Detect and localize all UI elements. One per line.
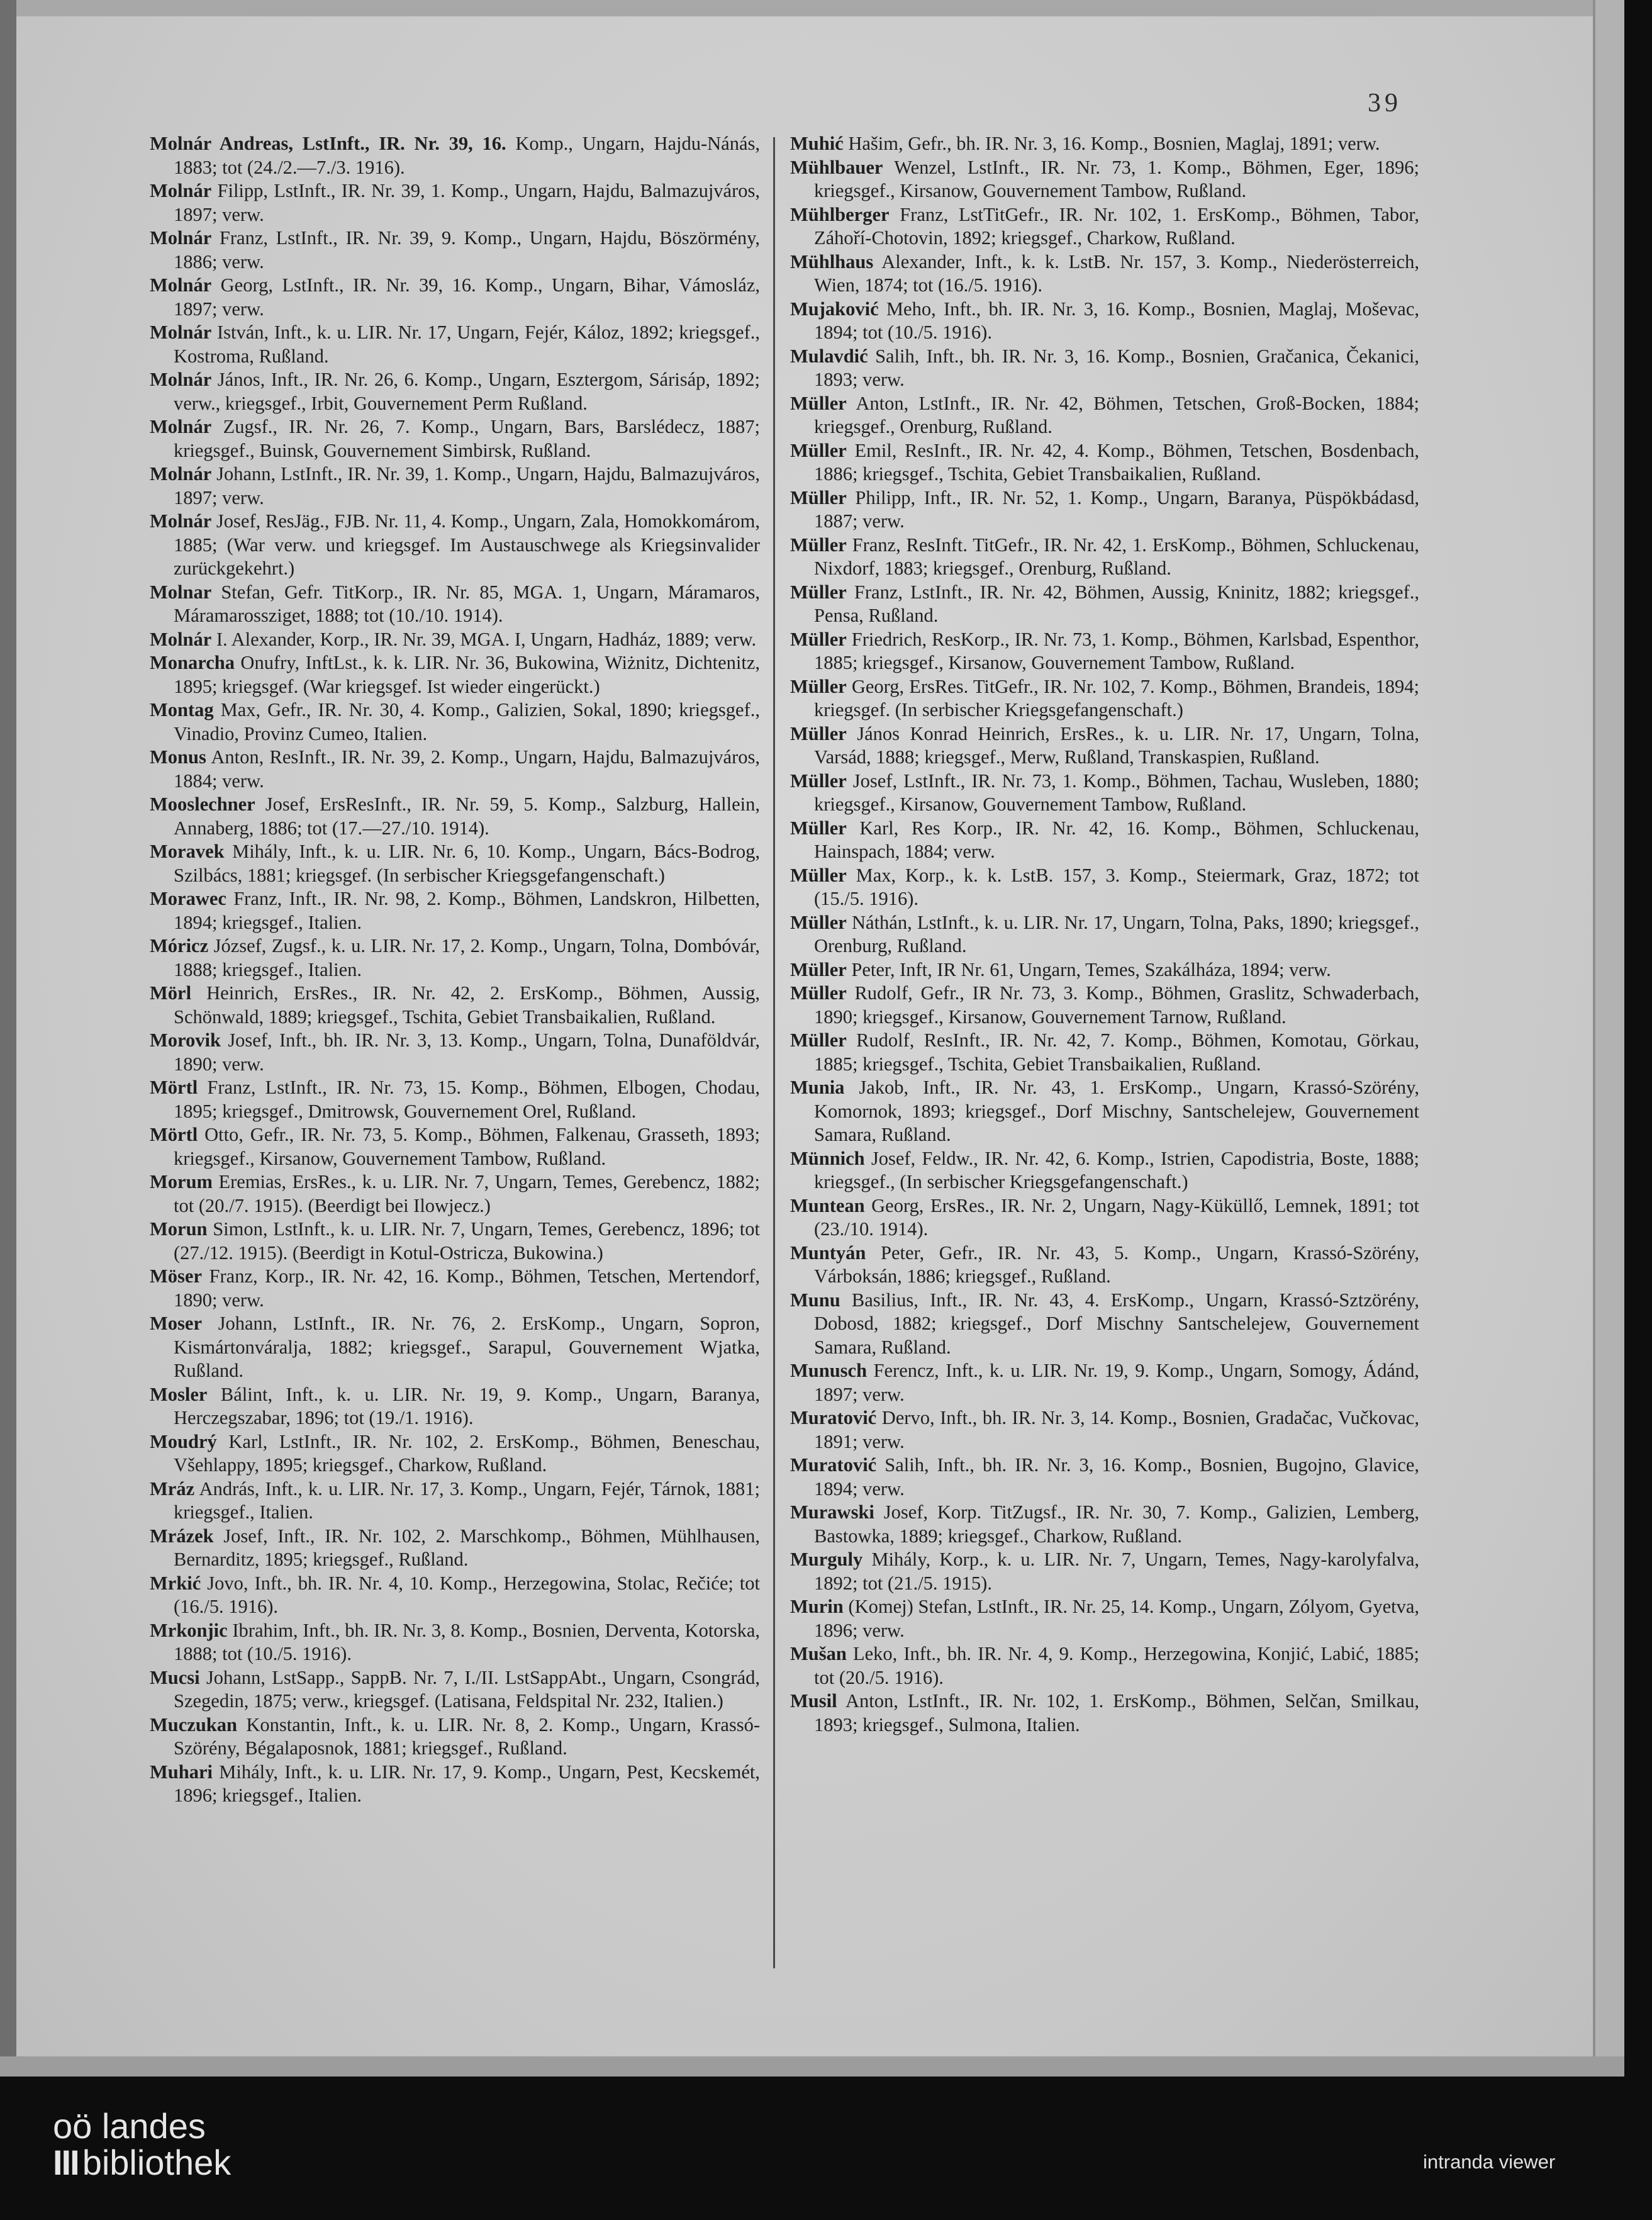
entry-surname: Molnár: [150, 227, 212, 249]
register-entry: [150, 628, 760, 652]
register-entry: [790, 156, 1419, 203]
register-entry: [150, 1029, 760, 1076]
right-column: [790, 132, 1419, 1737]
entry-surname: Monarcha: [150, 652, 235, 673]
entry-details: Konstantin, Inft., k. u. LIR. Nr. 8, 2. Komp., Ungarn, Krassó-Szörény, Bégalaposnok, 1881; kriegsgef., Rußland.: [174, 1713, 760, 1759]
entry-details: Josef, Korp. TitZugsf., IR. Nr. 30, 7. Komp., Galizien, Lemberg, Bastowka, 1889; kriegsgef., Charkow, Rußland.: [814, 1501, 1419, 1547]
entry-details: Franz, LstTitGefr., IR. Nr. 102, 1. ErsKomp., Böhmen, Tabor, Záhoří-Chotovin, 1892; kriegsgef., Charkow, Rußland.: [814, 203, 1419, 249]
entry-details: Basilius, Inft., IR. Nr. 43, 4. ErsKomp., Ungarn, Krassó-Sztzörény, Dobosd, 1882; kriegsgef., Dorf Mischny Santschelejew, Gouvernement Samara, Rußland.: [814, 1289, 1419, 1358]
entry-surname: Morum: [150, 1171, 213, 1192]
page-left-edge: [0, 0, 16, 2077]
entry-details: Max, Korp., k. k. LstB. 157, 3. Komp., Steiermark, Graz, 1872; tot (15./5. 1916).: [814, 864, 1419, 909]
page-right-edge: [1593, 0, 1624, 2077]
register-entry: [790, 1289, 1419, 1360]
register-entry: [150, 510, 760, 581]
entry-surname: Morovik: [150, 1029, 221, 1051]
register-entry: [790, 1242, 1419, 1289]
entry-surname: Mühlhaus: [790, 250, 874, 272]
entry-surname: Monus: [150, 746, 206, 768]
entry-surname: Müller: [790, 864, 847, 886]
register-entry: [790, 250, 1419, 298]
entry-details: Mihály, Inft., k. u. LIR. Nr. 17, 9. Komp., Ungarn, Pest, Kecskemét, 1896; kriegsgef., Italien.: [174, 1761, 760, 1806]
register-entry: [790, 486, 1419, 534]
page-bottom-edge: [0, 2056, 1624, 2077]
entry-details: Mihály, Korp., k. u. LIR. Nr. 7, Ungarn, Temes, Nagy-karolyfalva, 1892; tot (21./5. 1915).: [814, 1549, 1419, 1594]
entry-details: Georg, LstInft., IR. Nr. 39, 16. Komp., Ungarn, Bihar, Vámosláz, 1897; verw.: [174, 274, 760, 320]
entry-surname: Montag: [150, 699, 214, 720]
entry-surname: Moravek: [150, 841, 225, 862]
register-entry: [790, 675, 1419, 722]
entry-details: Ferencz, Inft., k. u. LIR. Nr. 19, 9. Komp., Ungarn, Somogy, Ádánd, 1897; verw.: [814, 1360, 1419, 1405]
register-entry: [790, 1690, 1419, 1737]
entry-details: Alexander, Inft., k. k. LstB. Nr. 157, 3. Komp., Niederösterreich, Wien, 1874; tot (16./5. 1916).: [814, 250, 1419, 296]
entry-surname: Murin: [790, 1596, 844, 1617]
entry-details: István, Inft., k. u. LIR. Nr. 17, Ungarn, Fejér, Káloz, 1892; kriegsgef., Kostroma, Rußland.: [174, 322, 760, 367]
register-entry: [150, 581, 760, 628]
entry-surname: Mörl: [150, 982, 192, 1004]
entry-details: Ibrahim, Inft., bh. IR. Nr. 3, 8. Komp., Bosnien, Derventa, Kotorska, 1888; tot (10./5. 1916).: [174, 1619, 760, 1664]
entry-details: Salih, Inft., bh. IR. Nr. 3, 16. Komp., Bosnien, Bugojno, Glavice, 1894; verw.: [814, 1454, 1419, 1500]
logo-line-1: oö landes: [53, 2106, 206, 2146]
entry-surname: Mosler: [150, 1383, 208, 1405]
entry-details: Anton, LstInft., IR. Nr. 42, Böhmen, Tetschen, Groß-Bocken, 1884; kriegsgef., Orenburg, Rußland.: [814, 392, 1419, 437]
entry-surname: Mráz: [150, 1477, 195, 1500]
entry-surname: Molnár: [150, 369, 212, 390]
register-entry: [150, 1619, 760, 1666]
entry-surname: Molnár: [150, 274, 212, 296]
entry-surname: Mörtl: [150, 1077, 198, 1098]
entry-surname: Molnár: [150, 180, 212, 201]
entry-details: Náthán, LstInft., k. u. LIR. Nr. 17, Ungarn, Tolna, Paks, 1890; kriegsgef., Orenburg, Rußland.: [814, 911, 1419, 956]
entry-details: Jovo, Inft., bh. IR. Nr. 4, 10. Komp., Herzegowina, Stolac, Rečiće; tot (16./5. 1916).: [174, 1572, 760, 1617]
entry-surname: Moudrý: [150, 1430, 217, 1452]
register-entry: [790, 1501, 1419, 1548]
column-divider: [773, 137, 775, 1968]
register-entry: [790, 982, 1419, 1029]
register-entry: [150, 793, 760, 840]
entry-details: Franz, LstInft., IR. Nr. 42, Böhmen, Aussig, Kninitz, 1882; kriegsgef., Pensa, Rußland.: [814, 581, 1419, 626]
entry-details: Komp., Ungarn, Hajdu-Nánás, 1883; tot (24./2.—7./3. 1916).: [174, 133, 761, 178]
entry-details: Josef, Feldw., IR. Nr. 42, 6. Komp., Istrien, Capodistria, Boste, 1888; kriegsgef., (In serbischer Kriegsgefangenschaft.): [814, 1147, 1419, 1192]
entry-details: Dervo, Inft., bh. IR. Nr. 3, 14. Komp., Bosnien, Gradačac, Vučkovac, 1891; verw.: [814, 1407, 1419, 1452]
entry-details: Franz, Inft., IR. Nr. 98, 2. Komp., Böhmen, Landskron, Hilbetten, 1894; kriegsgef., Italien.: [174, 888, 760, 933]
entry-details: Max, Gefr., IR. Nr. 30, 4. Komp., Galizien, Sokal, 1890; kriegsgef., Vinadio, Provinz Cumeo, Italien.: [174, 699, 760, 744]
register-entry: [150, 746, 760, 793]
register-entry: [150, 1383, 760, 1430]
page-number: 39: [1368, 89, 1402, 118]
register-entry: [790, 1359, 1419, 1406]
entry-surname: Mühlberger: [790, 203, 890, 225]
register-entry: [790, 770, 1419, 817]
register-entry: [790, 439, 1419, 486]
entry-details: Peter, Gefr., IR. Nr. 43, 5. Komp., Ungarn, Krassó-Szörény, Várboksán, 1886; kriegsgef., Rußland.: [814, 1242, 1419, 1287]
register-entry: [790, 911, 1419, 958]
register-entry: [150, 1076, 760, 1123]
entry-surname: Muczukan: [150, 1713, 237, 1735]
entry-surname: Müller: [790, 911, 847, 933]
register-entry: [150, 1218, 760, 1265]
register-entry: [790, 345, 1419, 392]
register-entry: [150, 132, 760, 179]
register-entry: [790, 817, 1419, 864]
entry-details: Zugsf., IR. Nr. 26, 7. Komp., Ungarn, Bars, Barslédecz, 1887; kriegsgef., Buinsk, Gouvernement Simbirsk, Rußland.: [174, 416, 760, 461]
viewer-label: intranda viewer: [1423, 2151, 1556, 2173]
entry-details: Emil, ResInft., IR. Nr. 42, 4. Komp., Böhmen, Tetschen, Bosdenbach, 1886; kriegsgef., Tschita, Gebiet Transbaikalien, Rußland.: [814, 439, 1419, 485]
entry-surname: Müller: [790, 675, 847, 697]
entry-surname: Molnár: [150, 416, 212, 437]
entry-details: Friedrich, ResKorp., IR. Nr. 73, 1. Komp., Böhmen, Karlsbad, Espenthor, 1885; kriegsgef., Kirsanow, Gouvernement Tambow, Rußland.: [814, 628, 1419, 673]
register-entry: [150, 1430, 760, 1477]
entry-surname: Müller: [790, 817, 847, 839]
entry-surname: Müller: [790, 439, 847, 461]
entry-details: Rudolf, ResInft., IR. Nr. 42, 7. Komp., Böhmen, Komotau, Görkau, 1885; kriegsgef., Tschita, Gebiet Transbaikalien, Rußland.: [814, 1029, 1419, 1075]
entry-details: Anton, LstInft., IR. Nr. 102, 1. ErsKomp., Böhmen, Selčan, Smilkau, 1893; kriegsgef., Sulmona, Italien.: [814, 1690, 1419, 1735]
register-entry: [150, 1666, 760, 1713]
register-entry: [790, 203, 1419, 250]
entry-surname: Müller: [790, 628, 847, 650]
entry-surname: Müller: [790, 958, 847, 980]
entry-details: Franz, Korp., IR. Nr. 42, 16. Komp., Böhmen, Tetschen, Mertendorf, 1890; verw.: [174, 1265, 760, 1311]
register-entry: [790, 958, 1419, 982]
entry-surname: Müller: [790, 392, 847, 414]
entry-surname: Mujaković: [790, 298, 879, 320]
entry-surname: Muntyán: [790, 1242, 866, 1264]
entry-details: Stefan, Gefr. TitKorp., IR. Nr. 85, MGA. 1, Ungarn, Máramaros, Máramarossziget, 1888; tot (10./10. 1914).: [174, 581, 760, 626]
register-entry: [790, 1076, 1419, 1147]
entry-details: Johann, LstInft., IR. Nr. 39, 1. Komp., Ungarn, Hajdu, Balmazujváros, 1897; verw.: [174, 463, 760, 508]
library-logo[interactable]: [53, 2108, 231, 2181]
entry-details: Josef, ErsResInft., IR. Nr. 59, 5. Komp., Salzburg, Hallein, Annaberg, 1886; tot (17.—27./10. 1914).: [174, 793, 760, 839]
register-entry: [150, 1265, 760, 1312]
entry-surname: Murguly: [790, 1549, 863, 1570]
entry-surname: Molnár Andreas, LstInft., IR. Nr. 39, 16.: [150, 133, 506, 154]
register-entry: [790, 1454, 1419, 1501]
entry-details: Karl, Res Korp., IR. Nr. 42, 16. Komp., Böhmen, Schluckenau, Hainspach, 1884; verw.: [814, 817, 1419, 862]
entry-details: Josef, LstInft., IR. Nr. 73, 1. Komp., Böhmen, Tachau, Wusleben, 1880; kriegsgef., Kirsanow, Gouvernement Tambow, Rußland.: [814, 770, 1419, 815]
entry-details: Filipp, LstInft., IR. Nr. 39, 1. Komp., Ungarn, Hajdu, Balmazujváros, 1897; verw.: [174, 180, 760, 225]
entry-surname: Müller: [790, 722, 847, 744]
entry-details: József, Zugsf., k. u. LIR. Nr. 17, 2. Komp., Ungarn, Tolna, Dombóvár, 1888; kriegsgef., Italien.: [174, 935, 760, 980]
register-entry: [150, 887, 760, 934]
register-entry: [790, 628, 1419, 675]
entry-surname: Muhić: [790, 133, 844, 154]
entry-details: Bálint, Inft., k. u. LIR. Nr. 19, 9. Komp., Ungarn, Baranya, Herczegszabar, 1896; tot (19./1. 1916).: [174, 1383, 760, 1428]
entry-surname: Mušan: [790, 1643, 847, 1664]
entry-details: Georg, ErsRes., IR. Nr. 2, Ungarn, Nagy-Küküllő, Lemnek, 1891; tot (23./10. 1914).: [814, 1194, 1419, 1240]
entry-surname: Molnár: [150, 463, 212, 485]
entry-details: András, Inft., k. u. LIR. Nr. 17, 3. Komp., Ungarn, Fejér, Tárnok, 1881; kriegsgef., Italien.: [174, 1477, 760, 1523]
register-entry: [150, 1123, 760, 1170]
entry-surname: Morawec: [150, 888, 226, 909]
register-entry: [790, 534, 1419, 581]
entry-details: Leko, Inft., bh. IR. Nr. 4, 9. Komp., Herzegowina, Konjić, Labić, 1885; tot (20./5. 1916).: [814, 1643, 1419, 1688]
entry-details: Hašim, Gefr., bh. IR. Nr. 3, 16. Komp., Bosnien, Maglaj, 1891; verw.: [843, 133, 1380, 154]
entry-details: Mihály, Inft., k. u. LIR. Nr. 6, 10. Komp., Ungarn, Bács-Bodrog, Szilbács, 1881; kriegsgef. (In serbischer Kriegsgefangenschaft.): [174, 841, 760, 886]
register-entry: [150, 1761, 760, 1808]
entry-details: Georg, ErsRes. TitGefr., IR. Nr. 102, 7. Komp., Böhmen, Brandeis, 1894; kriegsgef. (In serbischer Kriegsgefangenschaft.): [814, 675, 1419, 720]
entry-details: Josef, ResJäg., FJB. Nr. 11, 4. Komp., Ungarn, Zala, Homokkomárom, 1885; (War verw. und kriegsgef. Im Austauschwege als Kriegsinvalider zurückgekehrt.): [174, 510, 760, 579]
entry-surname: Müller: [790, 982, 847, 1004]
register-entry: [790, 722, 1419, 770]
entry-details: Franz, LstInft., IR. Nr. 39, 9. Komp., Ungarn, Hajdu, Böszörmény, 1886; verw.: [174, 227, 760, 272]
entry-surname: Moser: [150, 1313, 202, 1334]
register-entry: [790, 581, 1419, 628]
entry-details: Peter, Inft, IR Nr. 61, Ungarn, Temes, Szakálháza, 1894; verw.: [846, 958, 1331, 980]
entry-surname: Müller: [790, 581, 847, 603]
register-entry: [150, 462, 760, 510]
entry-surname: Muratović: [790, 1454, 877, 1476]
register-entry: [150, 698, 760, 746]
entry-surname: Molnár: [150, 322, 212, 343]
register-entry: [150, 321, 760, 368]
entry-details: Salih, Inft., bh. IR. Nr. 3, 16. Komp., Bosnien, Gračanica, Čekanici, 1893; verw.: [814, 345, 1419, 390]
register-entry: [150, 274, 760, 321]
register-entry: [150, 651, 760, 698]
entry-surname: Münnich: [790, 1147, 865, 1169]
register-entry: [790, 1147, 1419, 1194]
entry-surname: Mooslechner: [150, 793, 255, 815]
logo-bars-icon: III: [53, 2143, 79, 2182]
register-entry: [150, 415, 760, 462]
entry-details: Simon, LstInft., k. u. LIR. Nr. 7, Ungarn, Temes, Gerebencz, 1896; tot (27./12. 1915). (Beerdigt in Kotul-Ostricza, Bukowina.): [174, 1218, 760, 1264]
entry-surname: Müller: [790, 1029, 847, 1051]
page-top-edge: [0, 0, 1624, 16]
register-entry: [790, 132, 1419, 156]
register-entry: [790, 1595, 1419, 1642]
entry-details: Franz, ResInft. TitGefr., IR. Nr. 42, 1. ErsKomp., Böhmen, Schluckenau, Nixdorf, 1883; kriegsgef., Orenburg, Rußland.: [814, 534, 1419, 579]
entry-details: Jakob, Inft., IR. Nr. 43, 1. ErsKomp., Ungarn, Krassó-Szörény, Komornok, 1893; kriegsgef., Dorf Mischny, Santschelejew, Gouvernement Samara, Rußland.: [814, 1077, 1419, 1145]
entry-surname: Munusch: [790, 1360, 868, 1381]
entry-details: Meho, Inft., bh. IR. Nr. 3, 16. Komp., Bosnien, Maglaj, Moševac, 1894; tot (10./5. 1916).: [814, 298, 1419, 343]
entry-details: Rudolf, Gefr., IR Nr. 73, 3. Komp., Böhmen, Graslitz, Schwaderbach, 1890; kriegsgef., Kirsanow, Gouvernement Tarnow, Rußland.: [814, 982, 1419, 1028]
entry-surname: Molnar: [150, 581, 212, 603]
entry-details: János Konrad Heinrich, ErsRes., k. u. LIR. Nr. 17, Ungarn, Tolna, Varsád, 1888; kriegsgef., Merw, Rußland, Transkaspien, Rußland.: [814, 722, 1419, 768]
register-entry: [790, 1406, 1419, 1454]
entry-surname: Munu: [790, 1289, 840, 1311]
entry-surname: Muntean: [790, 1194, 865, 1216]
register-entry: [150, 1312, 760, 1383]
entry-surname: Musil: [790, 1690, 837, 1712]
entry-details: Heinrich, ErsRes., IR. Nr. 42, 2. ErsKomp., Böhmen, Aussig, Schönwald, 1889; kriegsgef., Tschita, Gebiet Transbaikalien, Rußland.: [174, 982, 760, 1028]
left-column: [150, 132, 760, 1808]
entry-surname: Müller: [790, 534, 847, 556]
logo-line-2: bibliothek: [82, 2143, 232, 2182]
entry-details: Karl, LstInft., IR. Nr. 102, 2. ErsKomp., Böhmen, Beneschau, Všehlappy, 1895; kriegsgef., Charkow, Rußland.: [174, 1430, 760, 1476]
entry-surname: Müller: [790, 770, 847, 792]
entry-surname: Mühlbauer: [790, 156, 883, 178]
register-entry: [150, 1713, 760, 1761]
entry-surname: Molnár: [150, 628, 212, 650]
entry-surname: Mrkić: [150, 1572, 201, 1594]
register-entry: [790, 392, 1419, 439]
entry-details: Johann, LstSapp., SappB. Nr. 7, I./II. LstSappAbt., Ungarn, Csongrád, Szegedin, 1875; verw., kriegsgef. (Latisana, Feldspital Nr. 232, Italien.): [174, 1666, 760, 1712]
entry-surname: Murawski: [790, 1501, 874, 1523]
register-entry: [150, 934, 760, 982]
register-entry: [790, 298, 1419, 345]
register-entry: [150, 840, 760, 887]
entry-details: Onufry, InftLst., k. k. LIR. Nr. 36, Bukowina, Wiżnitz, Dichtenitz, 1895; kriegsgef. (War kriegsgef. Ist wieder eingerückt.): [174, 652, 760, 697]
register-entry: [150, 1572, 760, 1619]
entry-details: Franz, LstInft., IR. Nr. 73, 15. Komp., Böhmen, Elbogen, Chodau, 1895; kriegsgef., Dmitrowsk, Gouvernement Orel, Rußland.: [174, 1077, 760, 1122]
entry-details: I. Alexander, Korp., IR. Nr. 39, MGA. I, Ungarn, Hadház, 1889; verw.: [211, 628, 757, 650]
register-entry: [790, 1029, 1419, 1076]
entry-details: Anton, ResInft., IR. Nr. 39, 2. Komp., Ungarn, Hajdu, Balmazujváros, 1884; verw.: [174, 746, 760, 792]
register-entry: [150, 1170, 760, 1218]
entry-surname: Mörtl: [150, 1124, 198, 1145]
entry-surname: Morun: [150, 1218, 208, 1240]
entry-surname: Mucsi: [150, 1666, 200, 1688]
entry-surname: Mrkonjic: [150, 1619, 228, 1641]
entry-details: Philipp, Inft., IR. Nr. 52, 1. Komp., Ungarn, Baranya, Püspökbádasd, 1887; verw.: [814, 486, 1419, 532]
register-entry: [150, 368, 760, 415]
register-entry: [790, 1194, 1419, 1242]
entry-surname: Muratović: [790, 1407, 877, 1428]
entry-details: Johann, LstInft., IR. Nr. 76, 2. ErsKomp., Ungarn, Sopron, Kismártonváralja, 1882; kriegsgef., Sarapul, Gouvernement Wjatka, Rußland.: [174, 1313, 760, 1381]
entry-surname: Molnár: [150, 510, 212, 532]
register-entry: [790, 1642, 1419, 1690]
register-entry: [790, 1548, 1419, 1595]
entry-details: Wenzel, LstInft., IR. Nr. 73, 1. Komp., Böhmen, Eger, 1896; kriegsgef., Kirsanow, Gouvernement Tambow, Rußland.: [814, 156, 1419, 201]
entry-surname: Möser: [150, 1265, 202, 1287]
entry-details: (Komej) Stefan, LstInft., IR. Nr. 25, 14. Komp., Ungarn, Zólyom, Gyetva, 1896; verw.: [814, 1596, 1419, 1641]
entry-details: Josef, Inft., bh. IR. Nr. 3, 13. Komp., Ungarn, Tolna, Dunaföldvár, 1890; verw.: [174, 1029, 760, 1075]
entry-surname: Müller: [790, 486, 847, 508]
register-entry: [790, 864, 1419, 911]
register-entry: [150, 982, 760, 1029]
entry-surname: Mrázek: [150, 1525, 214, 1547]
register-entry: [150, 227, 760, 274]
entry-surname: Munia: [790, 1077, 845, 1098]
register-entry: [150, 1525, 760, 1572]
entry-details: Otto, Gefr., IR. Nr. 73, 5. Komp., Böhmen, Falkenau, Grasseth, 1893; kriegsgef., Kirsanow, Gouvernement Tambow, Rußland.: [174, 1124, 760, 1169]
entry-surname: Móricz: [150, 935, 209, 956]
entry-details: Eremias, ErsRes., k. u. LIR. Nr. 7, Ungarn, Temes, Gerebencz, 1882; tot (20./7. 1915). (Beerdigt bei Ilowjecz.): [174, 1171, 760, 1216]
entry-details: János, Inft., IR. Nr. 26, 6. Komp., Ungarn, Esztergom, Sárisáp, 1892; verw., kriegsgef., Irbit, Gouvernement Perm Rußland.: [174, 369, 760, 414]
entry-surname: Muhari: [150, 1761, 213, 1783]
register-entry: [150, 1477, 760, 1525]
entry-surname: Mulavdić: [790, 345, 868, 367]
entry-details: Josef, Inft., IR. Nr. 102, 2. Marschkomp., Böhmen, Mühlhausen, Bernarditz, 1895; kriegsgef., Rußland.: [174, 1525, 760, 1570]
register-entry: [150, 179, 760, 227]
